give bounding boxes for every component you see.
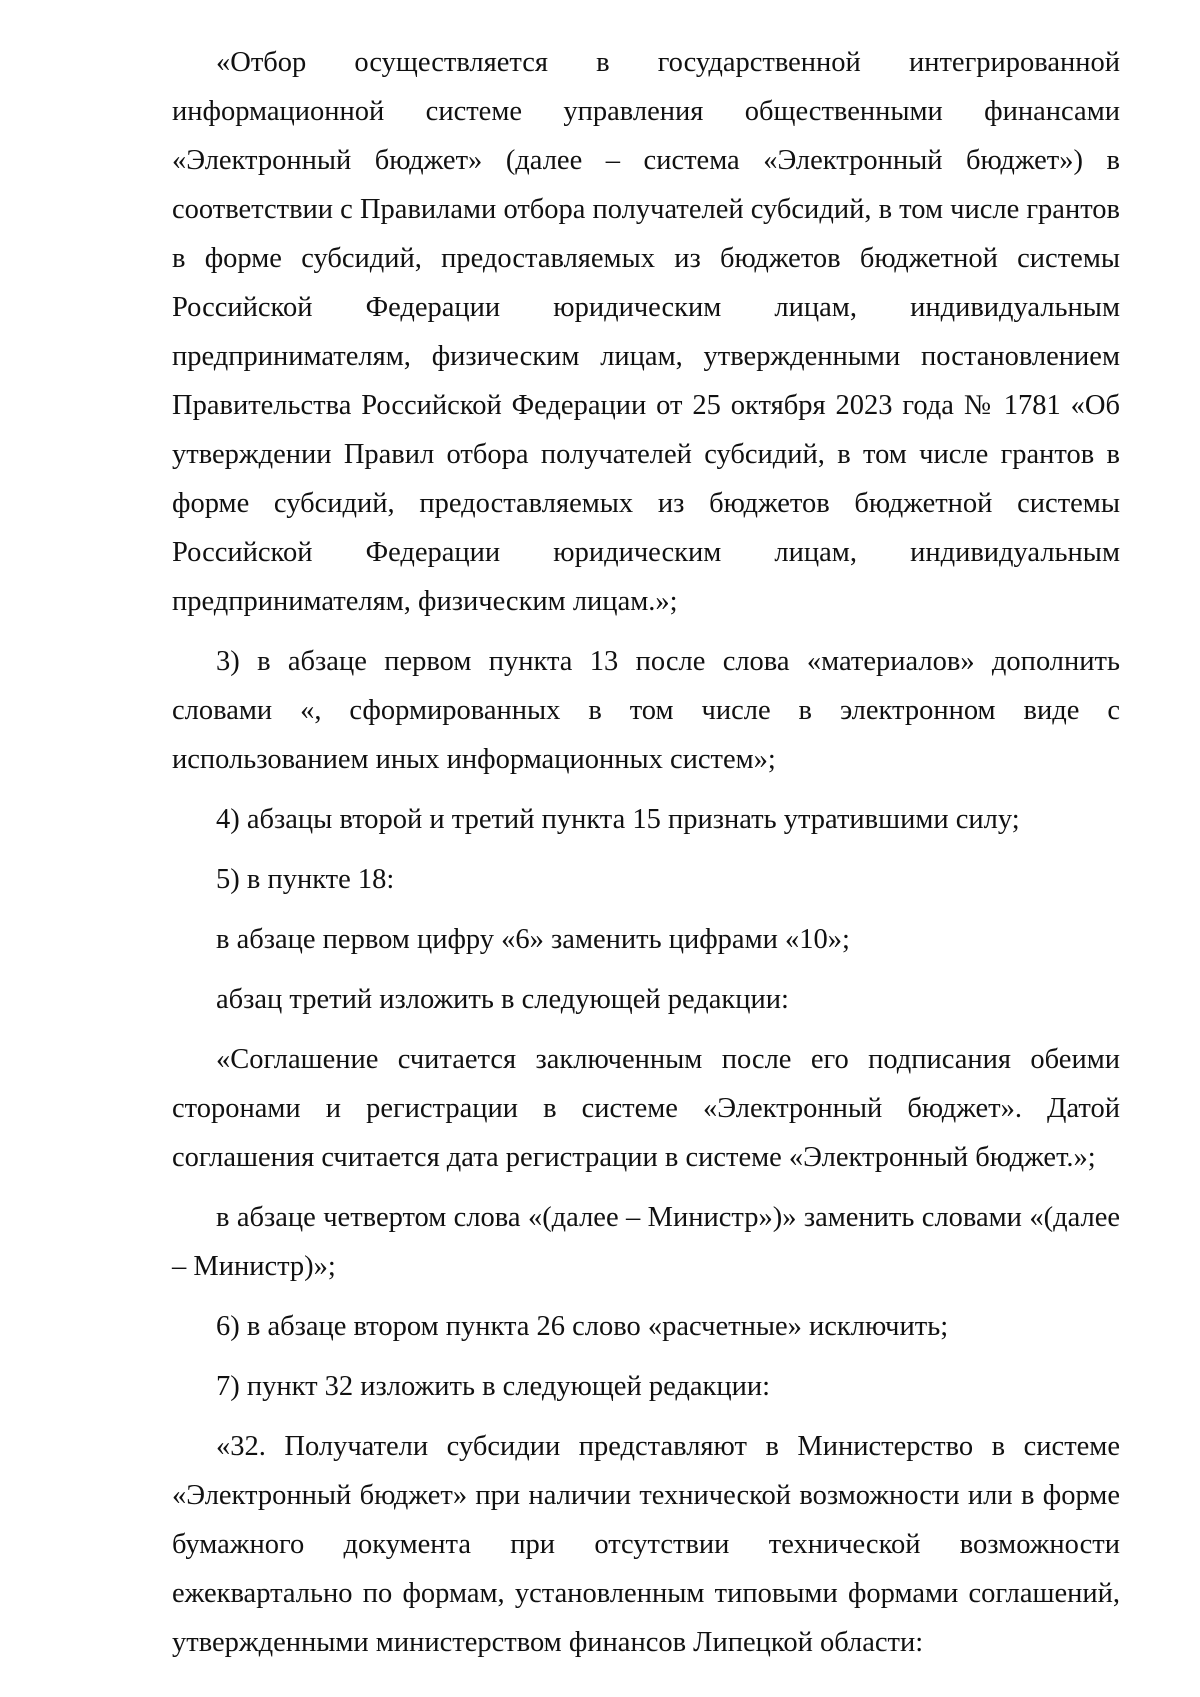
paragraph-point-32: «32. Получатели субсидии представляют в Министерство в системе «Электронный бюджет» при наличии технической возможности или в форме бумажного документа при отсутствии технической возможности ежеквартально по формам, установленным типовыми формами соглашений, утвержденными министерством финансов Липецкой области: [172, 1431, 1120, 1658]
document-page [172, 38, 1120, 1667]
paragraph-item-5: 5) в пункте 18: [216, 864, 395, 895]
paragraph-item-4: 4) абзацы второй и третий пункта 15 признать утратившими силу; [216, 804, 1020, 835]
paragraph-item-6: 6) в абзаце втором пункта 26 слово «расчетные» исключить; [216, 1311, 949, 1342]
paragraph-item-7: 7) пункт 32 изложить в следующей редакции: [216, 1371, 771, 1402]
paragraph-item-5-third-subparagraph: абзац третий изложить в следующей редакции: [216, 984, 789, 1015]
paragraph-item-5-first-subparagraph: в абзаце первом цифру «6» заменить цифрами «10»; [216, 924, 850, 955]
paragraph-agreement-text: «Соглашение считается заключенным после его подписания обеими сторонами и регистрации в системе «Электронный бюджет». Датой соглашения считается дата регистрации в системе «Электронный бюджет.»; [172, 1044, 1120, 1173]
paragraph-item-3: 3) в абзаце первом пункта 13 после слова «материалов» дополнить словами «, сформированных в том числе в электронном виде с использованием иных информационных систем»; [172, 646, 1120, 775]
paragraph-selection-procedure: «Отбор осуществляется в государственной интегрированной информационной системе управления общественными финансами «Электронный бюджет» (далее – система «Электронный бюджет») в соответствии с Правилами отбора получателей субсидий, в том числе грантов в форме субсидий, предоставляемых из бюджетов бюджетной системы Российской Федерации юридическим лицам, индивидуальным предпринимателям, физическим лицам, утвержденными постановлением Правительства Российской Федерации от 25 октября 2023 года № 1781 «Об утверждении Правил отбора получателей субсидий, в том числе грантов в форме субсидий, предоставляемых из бюджетов бюджетной системы Российской Федерации юридическим лицам, индивидуальным предпринимателям, физическим лицам.»; [172, 47, 1120, 617]
paragraph-item-5-fourth-subparagraph: в абзаце четвертом слова «(далее – Министр»)» заменить словами «(далее – Министр)»; [172, 1202, 1120, 1282]
